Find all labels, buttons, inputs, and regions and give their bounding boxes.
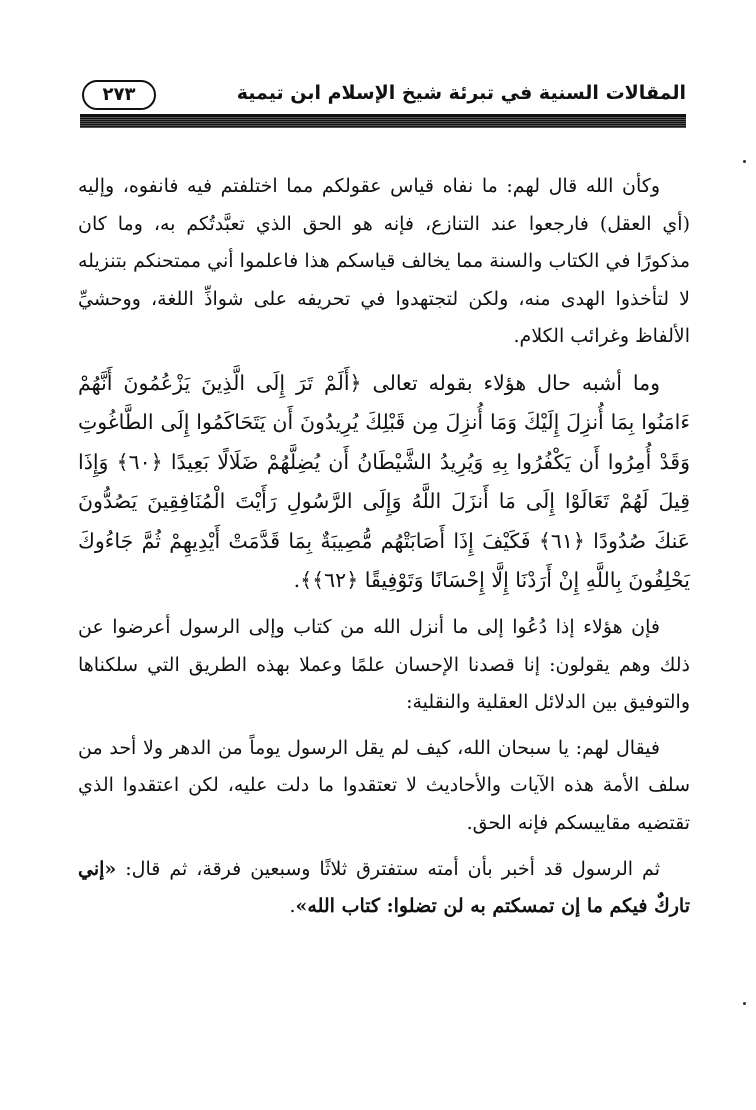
- hadith-end: .: [289, 895, 296, 918]
- verse-intro: وما أشبه حال هؤلاء بقوله تعالى: [372, 370, 660, 395]
- body-text: [78, 168, 690, 926]
- paragraph-3: فإن هؤلاء إذا دُعُوا إلى ما أنزل الله من كتاب وإلى الرسول أعرضوا عن ذلك وهم يقولون: إنا قصدنا الإحسان علمًا وعملا بهذه الطريق التي سلكناها والتوفيق بين الدلائل العقلية والنقلية:: [78, 615, 690, 714]
- scan-speck: [743, 160, 746, 163]
- header-rule: [80, 116, 686, 128]
- paragraph-2: [78, 364, 690, 601]
- quran-verse: ﴿أَلَمْ تَرَ إِلَى الَّذِينَ يَزْعُمُونَ أَنَّهُمْ ءَامَنُوا بِمَا أُنزِلَ إِلَيْكَ وَمَا أُنزِلَ مِن قَبْلِكَ يُرِيدُونَ أَن يَتَحَاكَمُوا إِلَى الطَّاغُوتِ وَقَدْ أُمِرُوا أَن يَكْفُرُوا بِهِ وَيُرِيدُ الشَّيْطَانُ أَن يُضِلَّهُمْ ضَلَالًا بَعِيدًا ﴿٦٠﴾ وَإِذَا قِيلَ لَهُمْ تَعَالَوْا إِلَى مَا أَنزَلَ اللَّهُ وَإِلَى الرَّسُولِ رَأَيْتَ الْمُنَافِقِينَ يَصُدُّونَ عَنكَ صُدُودًا ﴿٦١﴾ فَكَيْفَ إِذَا أَصَابَتْهُم مُّصِيبَةٌ بِمَا قَدَّمَتْ أَيْدِيهِمْ ثُمَّ جَاءُوكَ يَحْلِفُونَ بِاللَّهِ إِنْ أَرَدْنَا إِلَّا إِحْسَانًا وَتَوْفِيقًا ﴿٦٢﴾﴾.: [78, 370, 690, 593]
- paragraph-4: فيقال لهم: يا سبحان الله، كيف لم يقل الرسول يوماً من الدهر ولا أحد من سلف الأمة هذه الآيات والأحاديث لا تعتقدوا ما دلت عليه، لكن اعتقدوا الذي تقتضيه مقاييسكم فإنه الحق.: [78, 736, 690, 834]
- page-number-frame: [82, 80, 156, 110]
- paragraph-5: [78, 851, 690, 926]
- paragraph-1: وكأن الله قال لهم: ما نفاه قياس عقولكم مما اختلفتم فيه فانفوه، وإليه (أي العقل) فارجعوا عند التنازع، فإنه هو الحق الذي تعبَّدتُكم به، وما كان مذكورًا في الكتاب والسنة مما يخالف قياسكم هذا فاعلموا أني ممتحنكم بتنزيله لا لتأخذوا الهدى منه، ولكن لتجتهدوا في تحريفه على شواذِّ اللغة، ووحشيِّ الألفاظ وغرائب الكلام.: [78, 175, 690, 348]
- scan-speck: [743, 1002, 746, 1005]
- running-header: [80, 78, 686, 118]
- hadith-quote: «إني تاركٌ فيكم ما إن تمسكتم به لن تضلوا: كتاب الله»: [78, 857, 690, 918]
- page-number: ٢٧٣: [102, 84, 136, 105]
- header-title: المقالات السنية في تبرئة شيخ الإسلام ابن تيمية: [236, 82, 686, 104]
- hadith-intro: ثم الرسول قد أخبر بأن أمته ستفترق ثلاثًا وسبعين فرقة، ثم قال:: [125, 857, 660, 880]
